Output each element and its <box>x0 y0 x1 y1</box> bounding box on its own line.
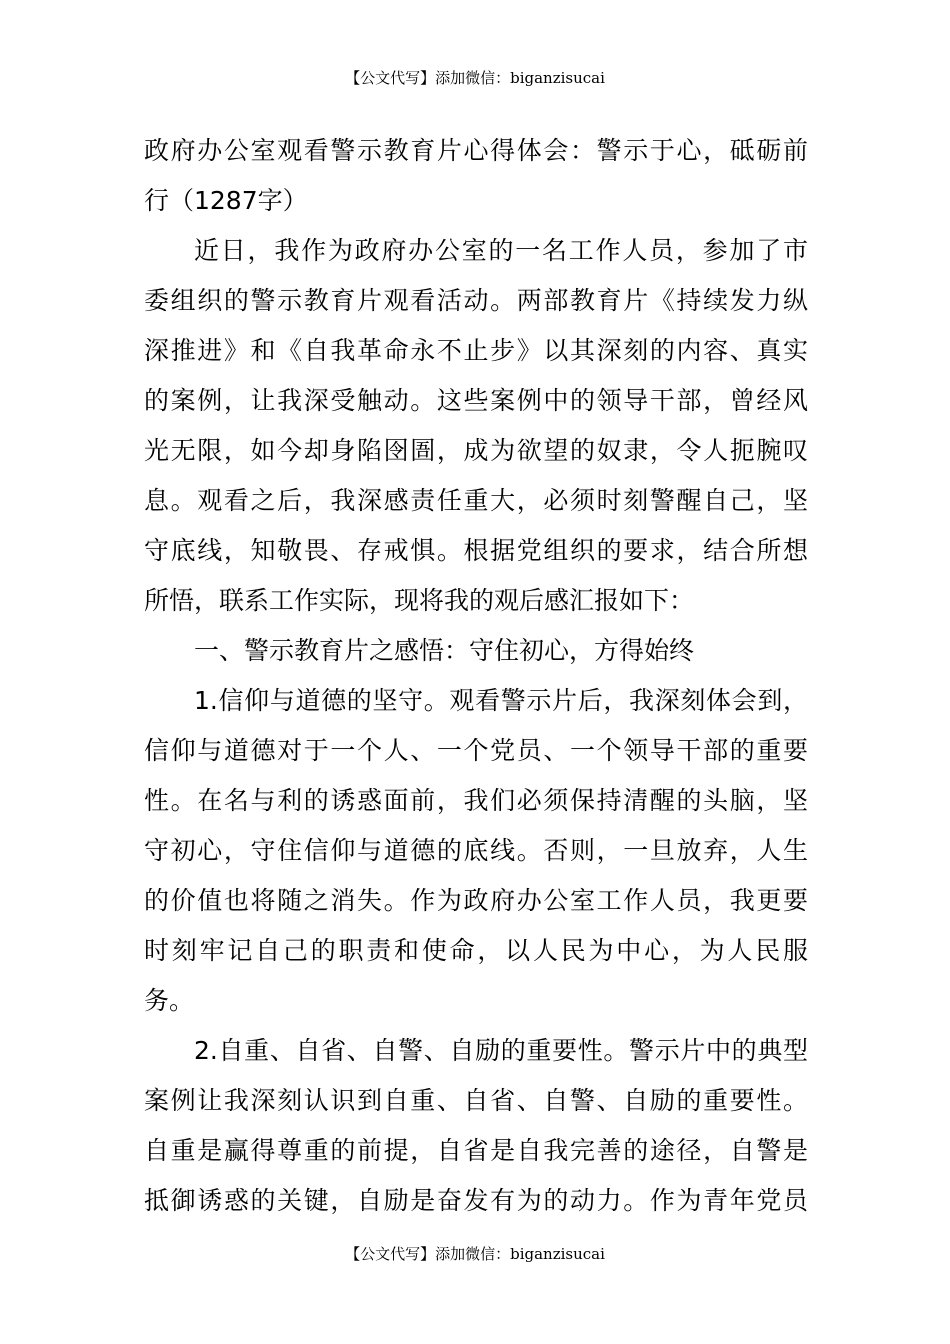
paragraph-line: 信仰与道德对于一个人、一个党员、一个领导干部的重要 <box>144 736 808 765</box>
title-line: 政府办公室观看警示教育片心得体会：警示于心，砥砺前 <box>144 136 808 165</box>
paragraph-line: 2.自重、自省、自警、自励的重要性。警示片中的典型 <box>194 1036 808 1065</box>
paragraph-line: 的价值也将随之消失。作为政府办公室工作人员，我更要 <box>144 886 808 915</box>
paragraph-line: 深推进》和《自我革命永不止步》以其深刻的内容、真实 <box>144 336 808 365</box>
paragraph-line: 自重是赢得尊重的前提，自省是自我完善的途径，自警是 <box>144 1136 808 1165</box>
paragraph-line: 案例让我深刻认识到自重、自省、自警、自励的重要性。 <box>144 1086 808 1115</box>
page-header-watermark: 【公文代写】添加微信：biganzisucai <box>345 69 605 87</box>
document-title <box>144 126 808 226</box>
paragraph-line: 委组织的警示教育片观看活动。两部教育片《持续发力纵 <box>144 286 808 315</box>
paragraph-faith-morality <box>144 676 808 1026</box>
paragraph-intro <box>144 226 808 626</box>
paragraph-line: 近日，我作为政府办公室的一名工作人员，参加了市 <box>194 236 808 265</box>
paragraph-line: 的案例，让我深受触动。这些案例中的领导干部，曾经风 <box>144 386 808 415</box>
paragraph-line: 所悟，联系工作实际，现将我的观后感汇报如下： <box>144 586 695 615</box>
page-footer-watermark: 【公文代写】添加微信：biganzisucai <box>345 1245 605 1263</box>
paragraph-line: 息。观看之后，我深感责任重大，必须时刻警醒自己，坚 <box>144 486 808 515</box>
paragraph-line: 守初心，守住信仰与道德的底线。否则，一旦放弃，人生 <box>144 836 808 865</box>
paragraph-line: 守底线，知敬畏、存戒惧。根据党组织的要求，结合所想 <box>144 536 808 565</box>
paragraph-line: 时刻牢记自己的职责和使命，以人民为中心，为人民服 <box>144 936 808 965</box>
paragraph-line: 性。在名与利的诱惑面前，我们必须保持清醒的头脑，坚 <box>144 786 808 815</box>
paragraph-line: 光无限，如今却身陷囹圄，成为欲望的奴隶，令人扼腕叹 <box>144 436 808 465</box>
paragraph-self-discipline <box>144 1026 808 1226</box>
section-heading: 一、警示教育片之感悟：守住初心，方得始终 <box>194 636 695 665</box>
document-body <box>144 126 808 1226</box>
title-line: 行（1287字） <box>144 186 308 215</box>
paragraph-line: 抵御诱惑的关键，自励是奋发有为的动力。作为青年党员 <box>144 1186 808 1215</box>
paragraph-line: 1.信仰与道德的坚守。观看警示片后，我深刻体会到， <box>194 686 808 715</box>
paragraph-line: 务。 <box>144 986 195 1015</box>
